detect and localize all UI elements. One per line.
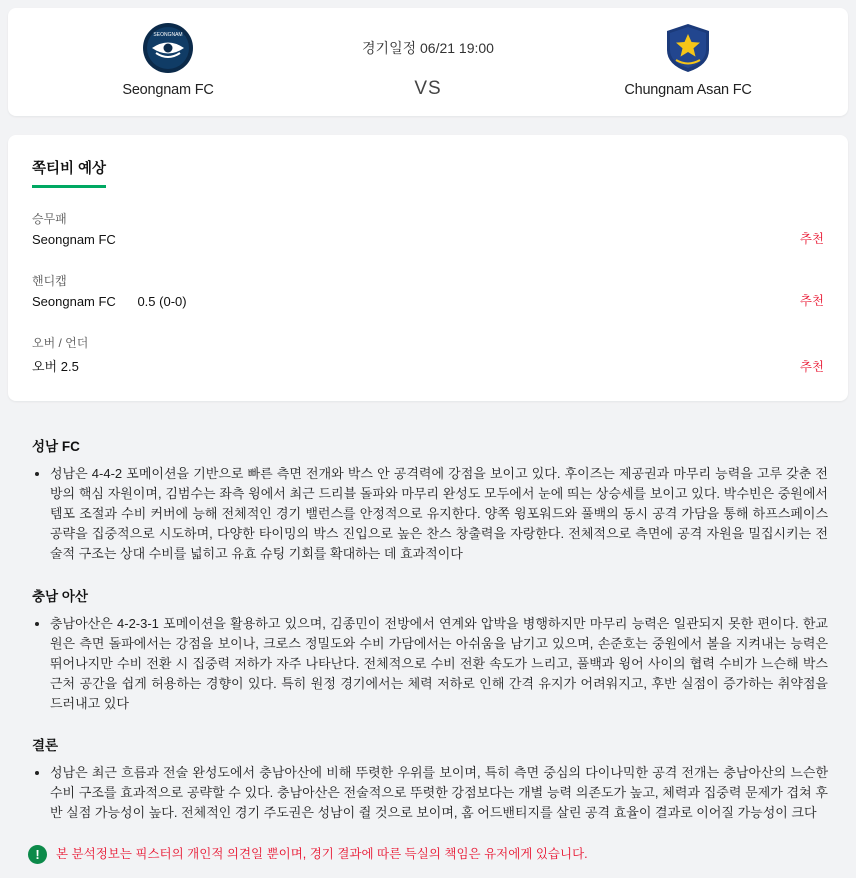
home-team-name: Seongnam FC [122, 82, 214, 98]
kickoff-label: 경기일정 06/21 19:00 [362, 40, 494, 56]
disclaimer-text: 본 분석정보는 픽스터의 개인적 의견일 뿐이며, 경기 결과에 따른 득실의 책임은 유저에게 있습니다. [56, 846, 588, 861]
away-team-name: Chungnam Asan FC [624, 82, 752, 98]
prediction-value-extra: 0.5 (0-0) [137, 294, 187, 309]
analysis-heading: 결론 [32, 738, 59, 754]
analysis-block-home [28, 437, 828, 565]
recommend-badge[interactable]: 추천 [799, 232, 824, 246]
analysis-body: • 충남아산은 4-2-3-1 포메이션을 활용하고 있으며, 김종민이 전방에서 연계와 압박을 병행하지만 마무리 능력은 일관되지 못한 편이다. 한교원은 측면 돌파에서는 강점을 보이나, 크로스 정밀도와 수비 가담에서는 아쉬움을 남기고 있으며, 손준호는 중원에서 볼을 지켜내는 능력은 뛰어나지만 수비 전환 시 집중력 저하가 자주 나타난다. 전체적으로 수비 전환 속도가 느리고, 풀백과 윙어 사이의 협력 수비가 느슨해 박스 근처 공간을 쉽게 허용하는 경향이 있다. 특히 원정 경기에서는 체력 저하로 인해 간격 유지가 어려워지고, 후반 실점이 증가하는 취약점을 드러내고 있다 [50, 614, 828, 715]
analysis-heading: 성남 FC [32, 439, 80, 454]
chungnam-asan-fc-crest [662, 22, 714, 74]
disclaimer [8, 840, 848, 864]
vs-label: VS [414, 78, 442, 99]
prediction-row-handicap[interactable] [32, 272, 824, 309]
analysis-list [28, 464, 828, 565]
away-team[interactable] [538, 22, 838, 98]
prediction-value-text: 오버 2.5 [32, 359, 79, 374]
match-center-info [318, 22, 538, 100]
prediction-label: 핸디캡 [32, 274, 67, 288]
recommend-badge[interactable]: 추천 [799, 294, 824, 308]
prediction-row-left [32, 210, 116, 247]
prediction-row-overunder[interactable] [32, 334, 824, 375]
prediction-row-winner[interactable] [32, 210, 824, 247]
prediction-value [32, 356, 88, 375]
exclamation-icon: ! [28, 845, 47, 864]
recommend-badge[interactable]: 추천 [799, 360, 824, 374]
analysis-list [28, 763, 828, 823]
prediction-label: 오버 / 언더 [32, 336, 89, 350]
prediction-title: 쪽티비 예상 [32, 157, 106, 188]
analysis-list [28, 614, 828, 715]
analysis-body: • 성남은 4-4-2 포메이션을 기반으로 빠른 측면 전개와 박스 안 공격력에 강점을 보이고 있다. 후이즈는 제공권과 마무리 능력을 고루 갖춘 전방의 핵심 자원이며, 김범수는 좌측 윙에서 최근 드리블 돌파와 마무리 완성도 모두에서 눈에 띄는 상승세를 보이고 있다. 박수빈은 중원에서 템포 조절과 수비 커버에 능해 전체적인 경기 밸런스를 안정적으로 유지한다. 양쪽 윙포워드와 풀백의 동시 공격 가담을 통해 하프스페이스 공략을 집중적으로 시도하며, 다양한 타이밍의 박스 진입으로 높은 찬스 창출력을 자랑한다. 전체적으로 측면에 공격 자원을 밀집시키는 전술적 구조는 상대 수비를 넓히고 유효 슈팅 기회를 확대하는 데 효과적이다 [50, 464, 828, 565]
seongnam-fc-crest [142, 22, 194, 74]
svg-text:SEONGNAM: SEONGNAM [153, 32, 183, 38]
analysis-block-conclusion [28, 736, 828, 823]
analysis-section [8, 431, 848, 824]
home-team[interactable] [18, 22, 318, 98]
prediction-row-left [32, 272, 187, 309]
prediction-value [32, 294, 187, 309]
prediction-card [8, 135, 848, 401]
prediction-row-left [32, 334, 88, 375]
prediction-label: 승무패 [32, 212, 67, 226]
match-header-card [8, 8, 848, 116]
analysis-body: • 성남은 최근 흐름과 전술 완성도에서 충남아산에 비해 뚜렷한 우위를 보이며, 특히 측면 중심의 다이나믹한 공격 전개는 충남아산의 느슨한 수비 구조를 효과적으로 공략할 수 있다. 충남아산은 전술적으로 뚜렷한 강점보다는 개별 능력 의존도가 높고, 체력과 집중력 문제가 겹쳐 후반 실점 가능성이 높다. 전체적인 경기 주도권은 성남이 쥘 것으로 보이며, 홈 어드밴티지를 살린 공격 효율이 결과로 이어질 가능성이 크다 [50, 763, 828, 823]
prediction-value-text: Seongnam FC [32, 294, 116, 309]
prediction-value [32, 232, 116, 247]
prediction-value-text: Seongnam FC [32, 232, 116, 247]
analysis-block-away [28, 587, 828, 715]
analysis-heading: 충남 아산 [32, 588, 88, 604]
